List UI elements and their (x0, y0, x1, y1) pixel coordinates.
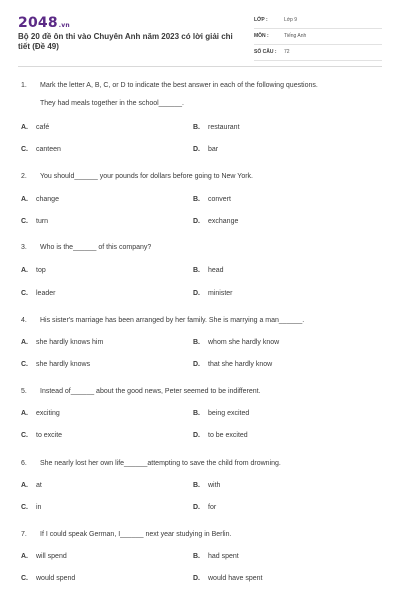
question-number: 4. (21, 317, 27, 324)
meta-row-subject (254, 29, 382, 45)
option-a[interactable] (21, 339, 103, 346)
option-c[interactable] (21, 290, 55, 297)
option-a[interactable] (21, 553, 67, 560)
option-letter: B. (193, 124, 200, 131)
option-letter: C. (21, 218, 28, 225)
option-text: she hardly knows (36, 361, 91, 368)
option-text: to excite (36, 432, 63, 439)
option-text: at (36, 482, 42, 489)
meta-value: Lớp 9 (284, 17, 298, 23)
option-c[interactable] (21, 361, 90, 368)
option-c[interactable] (21, 575, 75, 582)
option-letter: D. (193, 575, 200, 582)
question-text: Instead of______ about the good news, Peter seemed to be indifferent. (40, 388, 261, 395)
option-text: bar (208, 146, 219, 153)
option-letter: A. (21, 196, 28, 203)
option-d[interactable] (193, 432, 248, 439)
option-text: being excited (208, 410, 250, 417)
option-letter: D. (193, 290, 200, 297)
option-letter: A. (21, 339, 28, 346)
option-d[interactable] (193, 504, 216, 511)
option-letter: D. (193, 146, 200, 153)
option-letter: B. (193, 196, 200, 203)
option-c[interactable] (21, 146, 61, 153)
logo-main: 2048 (18, 15, 58, 31)
option-c[interactable] (21, 218, 48, 225)
option-letter: C. (21, 146, 28, 153)
option-text: in (36, 504, 42, 511)
option-letter: C. (21, 504, 28, 511)
option-text: she hardly knows him (36, 339, 104, 346)
meta-value: 72 (284, 49, 290, 55)
option-a[interactable] (21, 482, 42, 489)
option-c[interactable] (21, 504, 41, 511)
option-letter: C. (21, 361, 28, 368)
logo-sub: .vn (58, 22, 70, 29)
option-b[interactable] (193, 339, 279, 346)
question-text: Who is the______ of this company? (40, 244, 152, 251)
option-text: café (36, 124, 50, 131)
meta-row-count (254, 45, 382, 61)
question-text: His sister's marriage has been arranged by her family. She is marrying a man______. (40, 317, 305, 324)
option-a[interactable] (21, 124, 49, 131)
option-text: leader (36, 290, 56, 297)
option-text: head (208, 267, 224, 274)
option-letter: B. (193, 482, 200, 489)
option-letter: D. (193, 504, 200, 511)
question-number: 5. (21, 388, 27, 395)
option-a[interactable] (21, 196, 59, 203)
question-number: 7. (21, 531, 27, 538)
option-a[interactable] (21, 267, 46, 274)
option-b[interactable] (193, 124, 240, 131)
option-text: turn (36, 218, 49, 225)
option-letter: C. (21, 575, 28, 582)
meta-row-class (254, 13, 382, 29)
option-b[interactable] (193, 482, 220, 489)
option-letter: D. (193, 361, 200, 368)
option-d[interactable] (193, 146, 218, 153)
option-letter: D. (193, 432, 200, 439)
option-text: exciting (36, 410, 60, 417)
option-d[interactable] (193, 218, 238, 225)
option-c[interactable] (21, 432, 62, 439)
option-text: canteen (36, 146, 61, 153)
question-text: She nearly lost her own life______attempting to save the child from drowning. (40, 460, 281, 467)
question-number: 6. (21, 460, 27, 467)
meta-key: SỐ CÂU : (254, 49, 277, 55)
page-title: Bộ 20 đề ôn thi vào Chuyên Anh năm 2023 có lời giải chi tiết (Đề 49) (18, 32, 233, 51)
meta-value: Tiếng Anh (284, 33, 307, 39)
option-text: restaurant (208, 124, 240, 131)
option-text: to be excited (208, 432, 248, 439)
option-d[interactable] (193, 290, 233, 297)
option-b[interactable] (193, 196, 231, 203)
option-a[interactable] (21, 410, 60, 417)
option-letter: C. (21, 290, 28, 297)
option-letter: A. (21, 410, 28, 417)
option-text: convert (208, 196, 231, 203)
option-text: will spend (36, 553, 67, 560)
option-text: had spent (208, 553, 239, 560)
meta-key: MÔN : (254, 33, 269, 39)
option-text: would spend (36, 575, 76, 582)
question-number: 3. (21, 244, 27, 251)
option-letter: B. (193, 267, 200, 274)
option-text: would have spent (208, 575, 263, 582)
option-letter: A. (21, 267, 28, 274)
option-letter: A. (21, 124, 28, 131)
option-letter: D. (193, 218, 200, 225)
option-letter: C. (21, 432, 28, 439)
option-text: top (36, 267, 46, 274)
option-text: with (208, 482, 221, 489)
option-letter: B. (193, 410, 200, 417)
option-letter: A. (21, 553, 28, 560)
option-text: exchange (208, 218, 239, 225)
option-d[interactable] (193, 575, 262, 582)
question-number: 2. (21, 173, 27, 180)
option-letter: B. (193, 553, 200, 560)
question-text: Mark the letter A, B, C, or D to indicate the best answer in each of the following questions. (40, 82, 318, 89)
option-text: minister (208, 290, 233, 297)
option-text: whom she hardly know (208, 339, 280, 346)
option-b[interactable] (193, 410, 249, 417)
question-text: If I could speak German, I______ next year studying in Berlin. (40, 531, 232, 538)
option-text: for (208, 504, 217, 511)
header-divider (18, 66, 382, 67)
question-subtext: They had meals together in the school______. (40, 100, 184, 107)
question-text: You should______ your pounds for dollars before going to New York. (40, 173, 254, 180)
option-letter: A. (21, 482, 28, 489)
option-d[interactable] (193, 361, 272, 368)
option-text: change (36, 196, 59, 203)
option-b[interactable] (193, 553, 239, 560)
option-text: that she hardly know (208, 361, 273, 368)
option-letter: B. (193, 339, 200, 346)
question-number: 1. (21, 82, 27, 89)
meta-key: LỚP : (254, 17, 268, 23)
option-b[interactable] (193, 267, 224, 274)
site-logo[interactable] (18, 15, 70, 31)
